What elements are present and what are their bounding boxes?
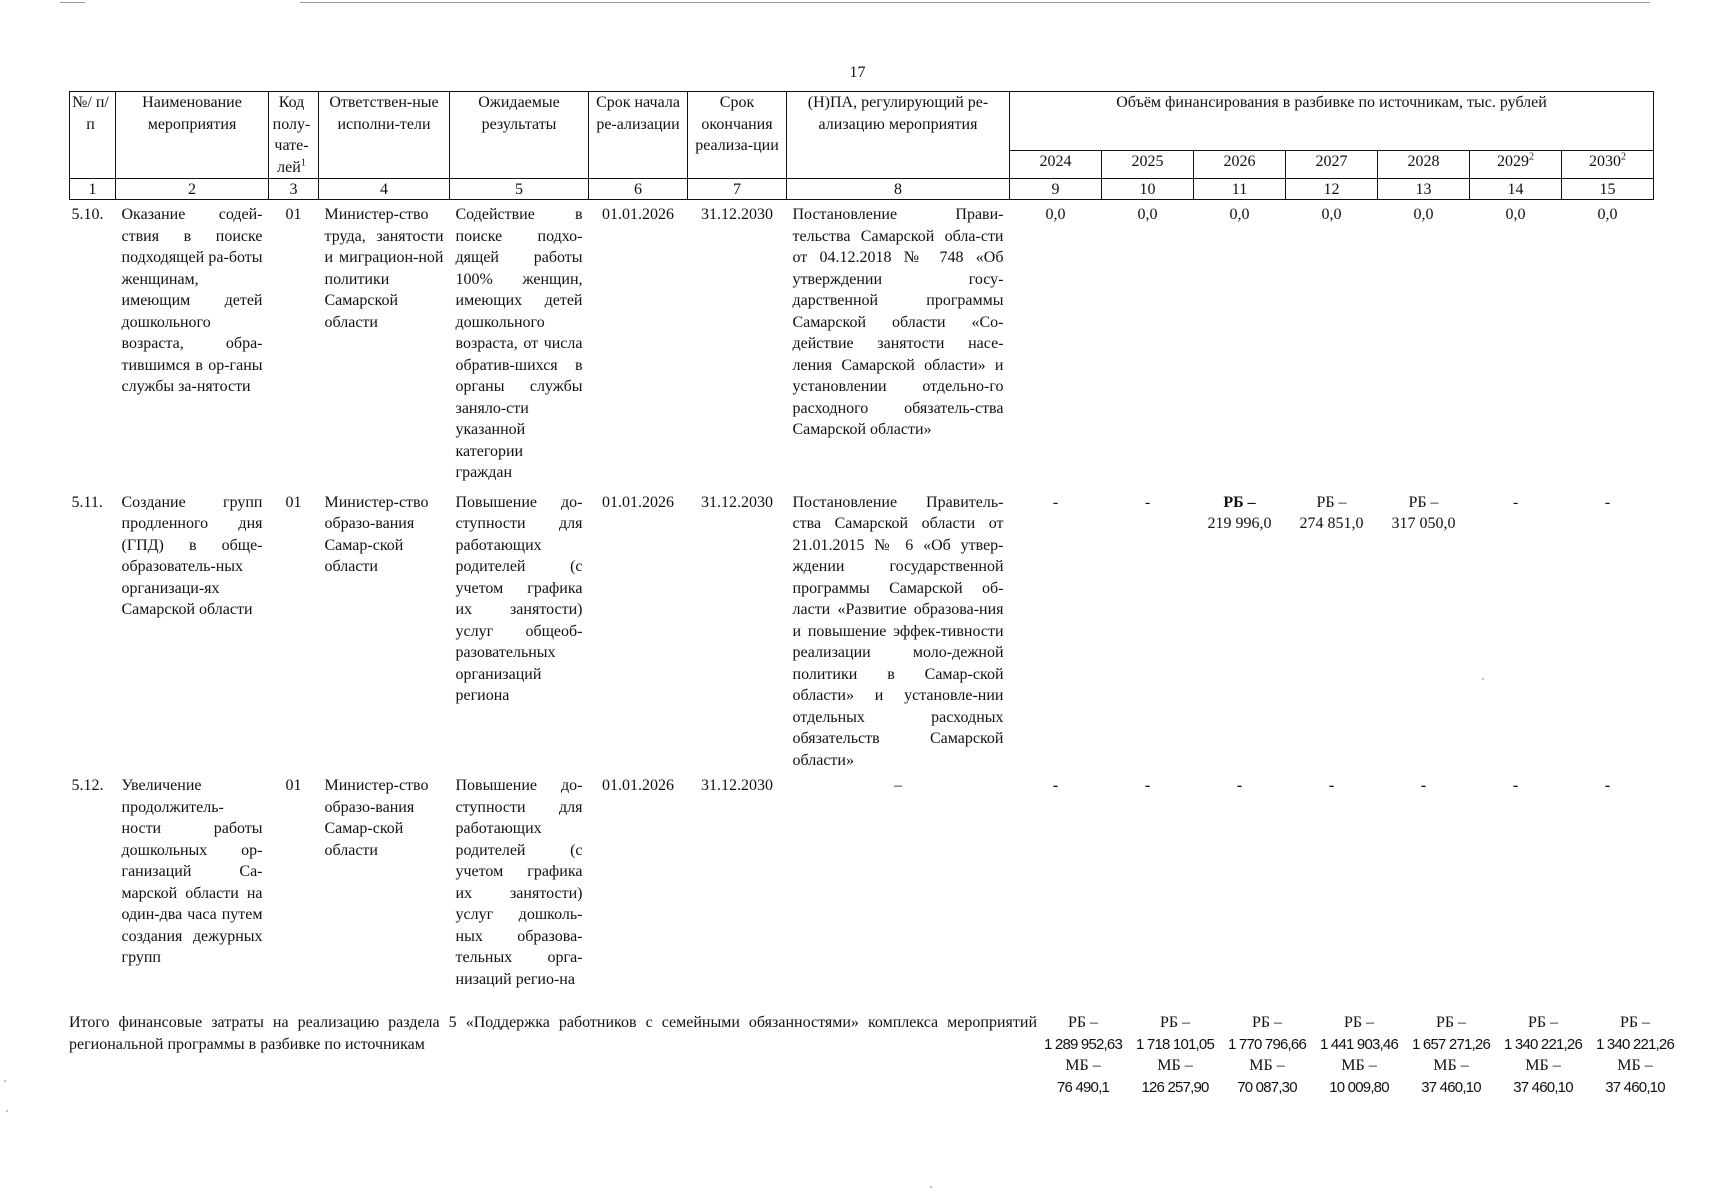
- column-number: 1: [70, 179, 116, 200]
- funding-2030: -: [1604, 777, 1611, 794]
- responsible-executor: Министер-ство образо-вания Самар-ской области: [324, 493, 429, 575]
- column-number: 13: [1378, 179, 1470, 200]
- activity-name: Увеличение продолжитель-ности работы дошкольных ор-ганизаций Са-марской области на один-два часа путем создания дежурных групп: [121, 777, 263, 966]
- column-number: 9: [1010, 179, 1102, 200]
- header-start-date: Срок начала ре-ализации: [589, 92, 688, 179]
- funding-2025: 0,0: [1137, 206, 1158, 223]
- total-funding-2028: РБ – 1 657 271,26 МБ – 37 460,10: [1412, 1014, 1490, 1096]
- regulatory-act: Постановление Прави-тельства Самарской обла-сти от 04.12.2018 № 748 «Об утверждении госу-дарственной программы Самарской области «Со-действие занятости насе-ления Самарской области» и установлении отдельно-го расходного обязатель-ства Самарской области»: [792, 206, 1004, 438]
- activities-table: [69, 91, 1654, 1006]
- funding-2028: 0,0: [1413, 206, 1434, 223]
- scan-speck: [1482, 678, 1484, 680]
- responsible-executor: Министер-ство труда, занятости и миграцион-ной политики Самарской области: [324, 206, 444, 331]
- header-recipient-code: Код полу-чате-лей$^1$: [269, 92, 319, 179]
- year-2030: 2030$^2$: [1562, 151, 1654, 179]
- table-row: [70, 488, 1654, 772]
- funding-2024: -: [1052, 493, 1059, 511]
- funding-2029: -: [1512, 777, 1519, 794]
- funding-2026: -: [1236, 777, 1243, 794]
- recipient-code: 01: [285, 777, 302, 794]
- total-funding-2025: РБ – 1 718 101,05 МБ – 126 257,90: [1136, 1014, 1214, 1096]
- end-date: 31.12.2030: [701, 777, 773, 794]
- activity-name: Оказание содей-ствия в поиске подходящей ра-боты женщинам, имеющим детей дошкольного возраста, обра-тившимся в ор-ганы службы за-нятости: [121, 206, 263, 395]
- year-2027: 2027: [1286, 151, 1378, 179]
- scan-speck: [4, 1080, 6, 1082]
- expected-result: Содействие в поиске подхо-дящей работы 100% женщин, имеющих детей дошкольного возраста, от числа обратив-шихся в органы службы заняло-сти указанной категории граждан: [455, 206, 583, 481]
- scan-artifact: [60, 2, 85, 3]
- total-funding-2024: РБ – 1 289 952,63 МБ – 76 490,1: [1044, 1014, 1122, 1096]
- expected-result: Повышение до-ступности для работающих родителей (с учетом графика их занятости) услуг общеоб-разовательных организаций региона: [455, 493, 583, 704]
- column-number: 5: [450, 179, 589, 200]
- funding-2030: 0,0: [1597, 206, 1618, 223]
- total-funding-2030: РБ – 1 340 221,26 МБ – 37 460,10: [1596, 1014, 1674, 1096]
- start-date: 01.01.2026: [602, 493, 674, 511]
- funding-2027: РБ – 274 851,0: [1299, 493, 1364, 532]
- row-number: 5.12.: [71, 777, 104, 794]
- table-row: [70, 771, 1654, 1006]
- funding-2027: 0,0: [1321, 206, 1342, 223]
- column-number: 8: [787, 179, 1010, 200]
- header-num: №/ п/п: [70, 92, 116, 179]
- year-2026: 2026: [1194, 151, 1286, 179]
- column-number: 15: [1562, 179, 1654, 200]
- header-responsible: Ответствен-ные исполни-тели: [319, 92, 450, 179]
- start-date: 01.01.2026: [602, 777, 674, 794]
- column-number: 7: [688, 179, 787, 200]
- funding-2025: -: [1144, 493, 1151, 511]
- funding-2028: -: [1420, 777, 1427, 794]
- start-date: 01.01.2026: [602, 206, 674, 223]
- end-date: 31.12.2030: [701, 493, 773, 511]
- expected-result: Повышение до-ступности для работающих родителей (с учетом графика их занятости) услуг дошколь-ных образова-тельных орга-низаций регио-на: [455, 777, 583, 988]
- column-number: 6: [589, 179, 688, 200]
- column-number: 14: [1470, 179, 1562, 200]
- header-activity-name: Наименование мероприятия: [116, 92, 269, 179]
- funding-2028: РБ – 317 050,0: [1391, 493, 1456, 532]
- header-end-date: Срок окончания реализа-ции: [688, 92, 787, 179]
- funding-2024: 0,0: [1045, 206, 1066, 223]
- recipient-code: 01: [285, 493, 302, 511]
- header-regulatory-act: (Н)ПА, регулирующий ре-ализацию мероприятия: [787, 92, 1010, 179]
- scan-speck: [930, 1186, 932, 1188]
- total-funding: [1037, 1012, 1674, 1112]
- total-costs-text: Итого финансовые затраты на реализацию раздела 5 «Поддержка работников с семейными обязанностями» комплекса мероприятий региональной программы в разбивке по источникам: [69, 1014, 1037, 1053]
- header-expected-results: Ожидаемые результаты: [450, 92, 589, 179]
- funding-2029: 0,0: [1505, 206, 1526, 223]
- total-funding-2029: РБ – 1 340 221,26 МБ – 37 460,10: [1504, 1014, 1582, 1096]
- funding-2026: РБ – 219 996,0: [1207, 493, 1272, 532]
- column-number: 12: [1286, 179, 1378, 200]
- regulatory-act: –: [894, 777, 902, 794]
- funding-2029: -: [1512, 493, 1519, 511]
- regulatory-act: Постановление Правитель-ства Самарской области от 21.01.2015 № 6 «Об утвер-ждении государственной программы Самарской об-ласти «Развитие образова-ния и повышение эффек-тивности реализации моло-дежной политики в Самар-ской области» и установле-нии отдельных расходных обязательств Самарской области»: [792, 493, 1004, 769]
- column-numbers-row: [70, 179, 1654, 200]
- funding-2027: -: [1328, 777, 1335, 794]
- scan-speck: [6, 1110, 8, 1112]
- total-funding-2027: РБ – 1 441 903,46 МБ – 10 009,80: [1320, 1014, 1398, 1096]
- table-row: [70, 200, 1654, 488]
- total-funding-2026: РБ – 1 770 796,66 МБ – 70 087,30: [1228, 1014, 1306, 1096]
- year-2029: 2029$^2$: [1470, 151, 1562, 179]
- column-number: 4: [319, 179, 450, 200]
- funding-2024: -: [1052, 777, 1059, 794]
- row-number: 5.11.: [71, 493, 103, 511]
- recipient-code: 01: [285, 206, 302, 223]
- page-number: 17: [849, 64, 866, 81]
- responsible-executor: Министер-ство образо-вания Самар-ской области: [324, 777, 429, 859]
- end-date: 31.12.2030: [701, 206, 773, 223]
- activity-name: Создание групп продленного дня (ГПД) в обще-образователь-ных организаци-ях Самарской области: [121, 493, 263, 618]
- header-row: [70, 92, 1654, 151]
- column-number: 11: [1194, 179, 1286, 200]
- header-funding: Объём финансирования в разбивке по источникам, тыс. рублей: [1010, 92, 1654, 151]
- year-2024: 2024: [1010, 151, 1102, 179]
- scan-artifact: [300, 2, 1650, 3]
- year-2025: 2025: [1102, 151, 1194, 179]
- column-number: 3: [269, 179, 319, 200]
- funding-2025: -: [1144, 777, 1151, 794]
- column-number: 10: [1102, 179, 1194, 200]
- funding-2030: -: [1604, 493, 1611, 511]
- funding-2026: 0,0: [1229, 206, 1250, 223]
- column-number: 2: [116, 179, 269, 200]
- year-2028: 2028: [1378, 151, 1470, 179]
- row-number: 5.10.: [71, 206, 104, 223]
